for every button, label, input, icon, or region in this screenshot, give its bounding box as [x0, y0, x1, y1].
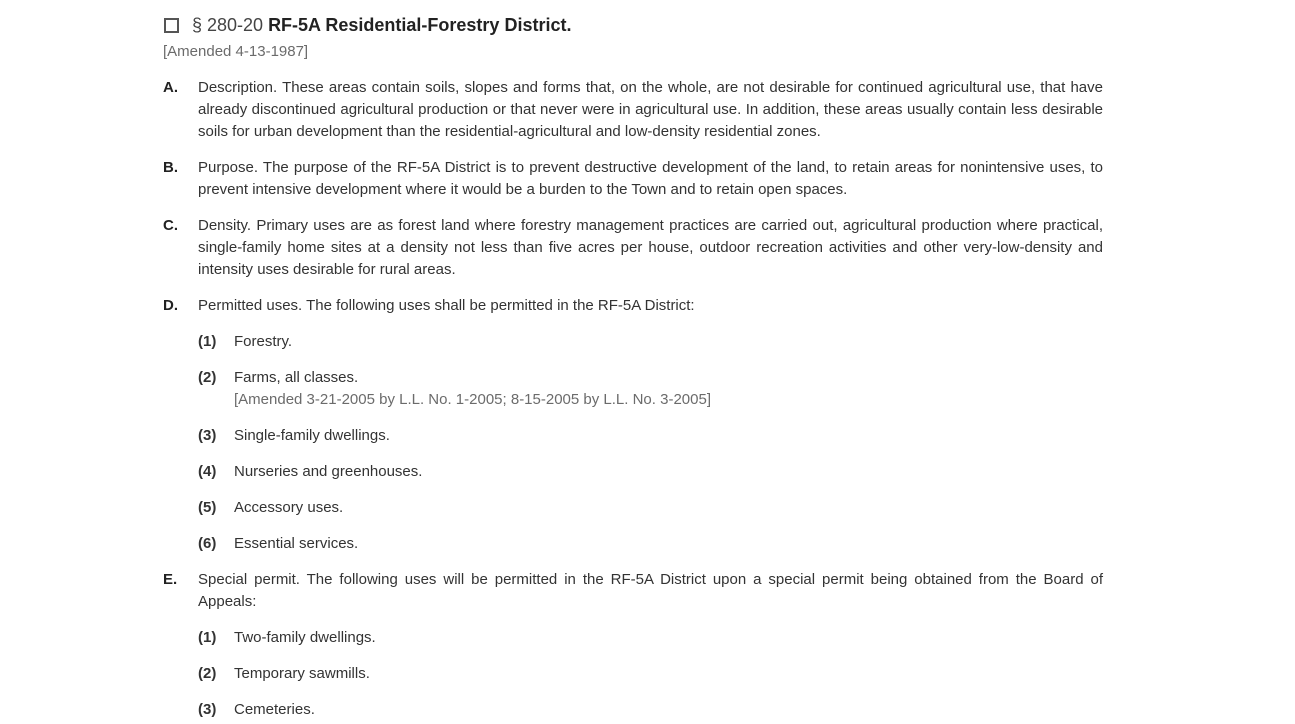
list-item [198, 461, 1103, 483]
subsection-text: Density. Primary uses are as forest land where forestry management practices are carried out, agricultural production where practical, single-family home sites at a density not less than five acres per house, outdoor recreation activities and other very-low-density and intensity uses desirable for rural areas. [198, 217, 1103, 278]
list-item-label: (3) [198, 701, 217, 718]
section-history: [Amended 4-13-1987] [163, 43, 309, 60]
list-item-label: (4) [198, 463, 217, 480]
list-item-label: (3) [198, 427, 217, 444]
subsection-text: Special permit. The following uses will be permitted in the RF-5A District upon a special permit being obtained from the Board of Appeals: [198, 571, 1103, 610]
list-item-text: Two-family dwellings. [234, 629, 376, 646]
select-section-checkbox[interactable] [164, 18, 179, 33]
list-item [198, 533, 1103, 555]
list-item-label: (6) [198, 535, 217, 552]
list-item-label: (1) [198, 629, 217, 646]
subsection-label: C. [163, 217, 178, 234]
subsection-label: D. [163, 297, 178, 314]
subsection-label: E. [163, 571, 178, 588]
list-item [198, 367, 1103, 411]
subsection-c [163, 215, 1103, 281]
list-item-text: Nurseries and greenhouses. [234, 463, 423, 480]
list-item [198, 699, 1103, 721]
special-permit-list [198, 627, 1103, 721]
list-item-text: Essential services. [234, 535, 359, 552]
subsection-text: Purpose. The purpose of the RF-5A District is to prevent destructive development of the land, to retain areas for nonintensive uses, to prevent intensive development where it would be a burden to the Town and to retain open spaces. [198, 159, 1103, 198]
section-heading [163, 12, 1103, 38]
permitted-uses-list [198, 331, 1103, 555]
list-item-label: (5) [198, 499, 217, 516]
list-item [198, 425, 1103, 447]
list-item-text: Farms, all classes. [234, 369, 359, 386]
section-number: § 280-20 [192, 14, 264, 35]
subsection-label: A. [163, 79, 178, 96]
list-item-body [234, 367, 1103, 411]
list-item [198, 497, 1103, 519]
list-item-history: [Amended 3-21-2005 by L.L. No. 1-2005; 8-15-2005 by L.L. No. 3-2005] [234, 391, 711, 408]
code-section [163, 12, 1103, 721]
list-item [198, 627, 1103, 649]
list-item-label: (2) [198, 369, 217, 386]
subsection-b [163, 157, 1103, 201]
list-item [198, 663, 1103, 685]
subsection-e [163, 569, 1103, 613]
subsection-list [163, 77, 1103, 721]
subsection-text: Description. These areas contain soils, slopes and forms that, on the whole, are not desirable for continued agricultural use, that have already discontinued agricultural production or that never were in agricultural use. In addition, these areas usually contain less desirable soils for urban development than the residential-agricultural and low-density residential zones. [198, 79, 1103, 140]
list-item-text: Forestry. [234, 333, 293, 350]
list-item-text: Temporary sawmills. [234, 665, 370, 682]
subsection-a [163, 77, 1103, 143]
list-item [198, 331, 1103, 353]
subsection-label: B. [163, 159, 178, 176]
section-title: RF-5A Residential-Forestry District. [268, 14, 572, 35]
list-item-text: Single-family dwellings. [234, 427, 390, 444]
list-item-text: Cemeteries. [234, 701, 315, 718]
list-item-label: (2) [198, 665, 217, 682]
subsection-text: Permitted uses. The following uses shall be permitted in the RF-5A District: [198, 297, 695, 314]
subsection-d [163, 295, 1103, 317]
list-item-text: Accessory uses. [234, 499, 344, 516]
list-item-label: (1) [198, 333, 217, 350]
